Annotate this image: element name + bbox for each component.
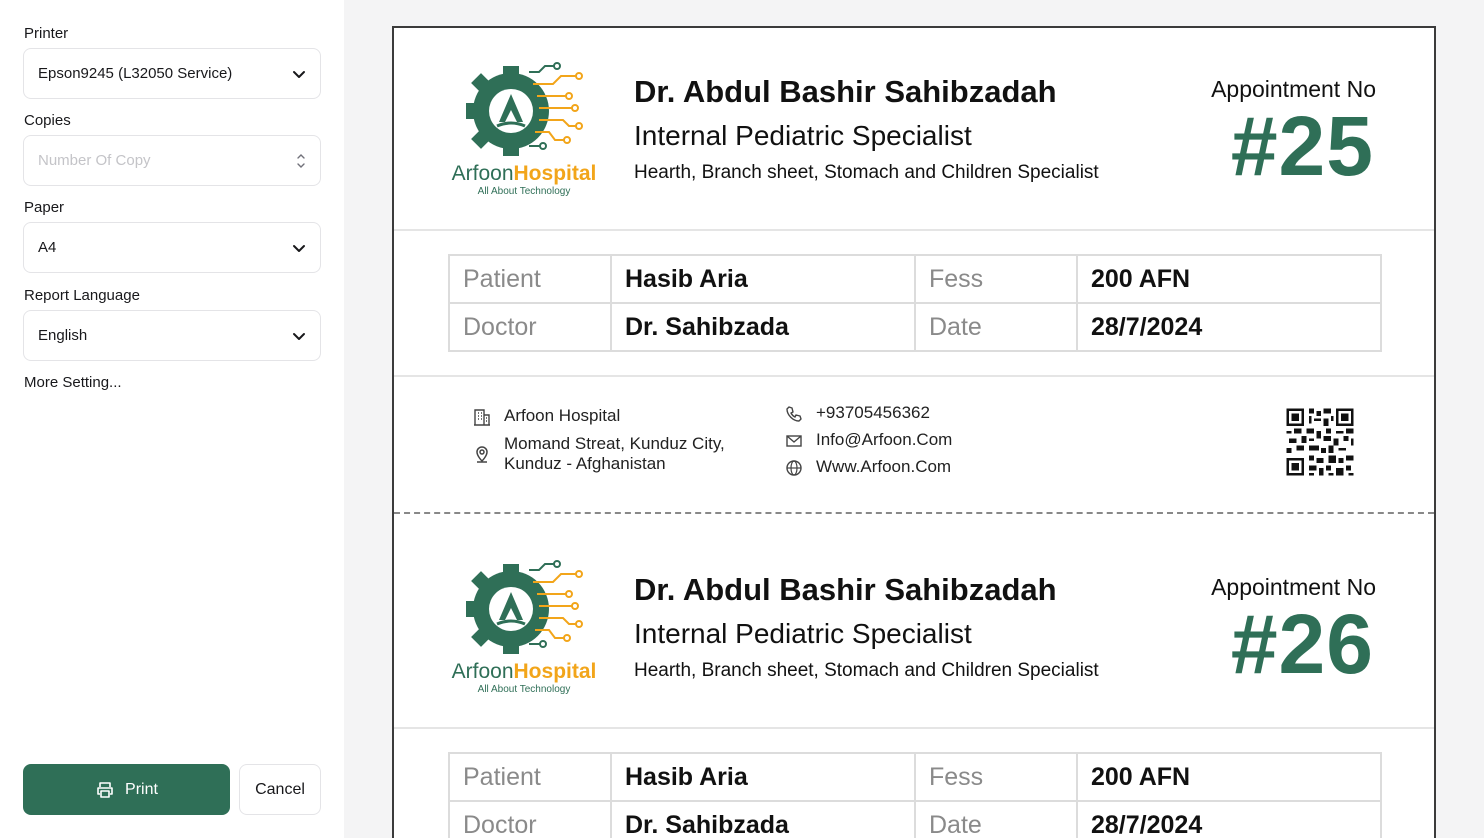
hospital-name: Arfoon Hospital	[504, 406, 621, 425]
table-value: Hasib Aria	[611, 753, 915, 801]
divider	[394, 229, 1434, 231]
address-line-1: Momand Streat, Kunduz City,	[504, 434, 725, 453]
email-address: Info@Arfoon.Com	[816, 430, 953, 449]
doctor-description: Hearth, Branch sheet, Stomach and Children Specialist	[634, 162, 1099, 183]
appointment-details-table	[448, 752, 1382, 838]
appointment-ticket	[394, 526, 1434, 838]
copies-label: Copies	[24, 112, 71, 129]
table-value: 28/7/2024	[1077, 801, 1381, 838]
gear-circuit-icon	[449, 56, 599, 161]
address-line-2: Kunduz - Afghanistan	[504, 454, 666, 473]
table-row	[449, 801, 1381, 838]
chevron-up-icon[interactable]	[296, 153, 306, 160]
table-row	[449, 303, 1381, 351]
divider	[394, 727, 1434, 729]
qr-code-icon	[1284, 406, 1356, 478]
gear-circuit-icon	[449, 554, 599, 659]
table-key: Fess	[915, 753, 1077, 801]
logo-wordmark	[449, 162, 599, 186]
phone-row	[784, 403, 930, 424]
copies-placeholder: Number Of Copy	[38, 152, 151, 169]
table-key: Patient	[449, 255, 611, 303]
language-value: English	[38, 327, 88, 344]
logo-tagline: All About Technology	[477, 186, 571, 197]
cancel-button[interactable]: Cancel	[239, 764, 321, 815]
table-key: Doctor	[449, 801, 611, 838]
table-key: Fess	[915, 255, 1077, 303]
doctor-specialty: Internal Pediatric Specialist	[634, 120, 972, 151]
chevron-down-icon	[292, 241, 306, 255]
table-row	[449, 753, 1381, 801]
printer-label: Printer	[24, 25, 69, 42]
printer-icon	[95, 780, 115, 800]
logo-name-b: Hospital	[513, 660, 597, 683]
copies-stepper[interactable]	[296, 153, 306, 169]
table-value: 200 AFN	[1077, 255, 1381, 303]
table-value: 200 AFN	[1077, 753, 1381, 801]
table-value: 28/7/2024	[1077, 303, 1381, 351]
table-value: Dr. Sahibzada	[611, 303, 915, 351]
phone-number: +93705456362	[816, 403, 930, 422]
table-row	[449, 255, 1381, 303]
divider	[394, 375, 1434, 377]
logo-name-a: Arfoon	[451, 162, 514, 185]
printer-value: Epson9245 (L32050 Service)	[38, 65, 233, 82]
language-label: Report Language	[24, 287, 140, 304]
website-url: Www.Arfoon.Com	[816, 457, 952, 476]
hospital-logo	[449, 554, 599, 699]
appointment-details-table	[448, 254, 1382, 352]
chevron-down-icon	[292, 67, 306, 81]
building-icon	[472, 407, 492, 427]
print-button[interactable]	[23, 764, 230, 815]
logo-name-b: Hospital	[513, 162, 597, 185]
appointment-number: #26	[1230, 597, 1374, 691]
chevron-down-icon[interactable]	[296, 162, 306, 169]
appointment-ticket	[394, 28, 1434, 526]
location-pin-icon	[472, 444, 492, 464]
table-key: Date	[915, 801, 1077, 838]
more-settings-link[interactable]: More Setting...	[24, 374, 122, 391]
doctor-specialty: Internal Pediatric Specialist	[634, 618, 972, 649]
chevron-down-icon	[292, 329, 306, 343]
doctor-description: Hearth, Branch sheet, Stomach and Children Specialist	[634, 660, 1099, 681]
doctor-name: Dr. Abdul Bashir Sahibzadah	[634, 74, 1057, 109]
appointment-label: Appointment No	[1211, 574, 1376, 600]
email-row	[784, 430, 952, 451]
appointment-label: Appointment No	[1211, 76, 1376, 102]
table-key: Date	[915, 303, 1077, 351]
hospital-name-row	[472, 406, 620, 427]
appointment-number: #25	[1230, 99, 1374, 193]
phone-icon	[784, 404, 804, 424]
cut-line	[394, 512, 1434, 514]
doctor-name: Dr. Abdul Bashir Sahibzadah	[634, 572, 1057, 607]
table-value: Hasib Aria	[611, 255, 915, 303]
globe-icon	[784, 458, 804, 478]
paper-value: A4	[38, 239, 57, 256]
printer-select[interactable]	[23, 48, 321, 99]
print-preview	[392, 26, 1436, 838]
logo-wordmark	[449, 660, 599, 684]
table-key: Doctor	[449, 303, 611, 351]
logo-tagline: All About Technology	[477, 684, 571, 695]
mail-icon	[784, 431, 804, 451]
copies-input[interactable]	[23, 135, 321, 186]
language-select[interactable]	[23, 310, 321, 361]
logo-name-a: Arfoon	[451, 660, 514, 683]
address-row	[472, 434, 725, 474]
website-row	[784, 457, 951, 478]
paper-label: Paper	[24, 199, 65, 216]
table-value: Dr. Sahibzada	[611, 801, 915, 838]
paper-select[interactable]	[23, 222, 321, 273]
table-key: Patient	[449, 753, 611, 801]
print-settings-panel	[0, 0, 344, 838]
hospital-logo	[449, 56, 599, 201]
print-label: Print	[125, 780, 158, 798]
